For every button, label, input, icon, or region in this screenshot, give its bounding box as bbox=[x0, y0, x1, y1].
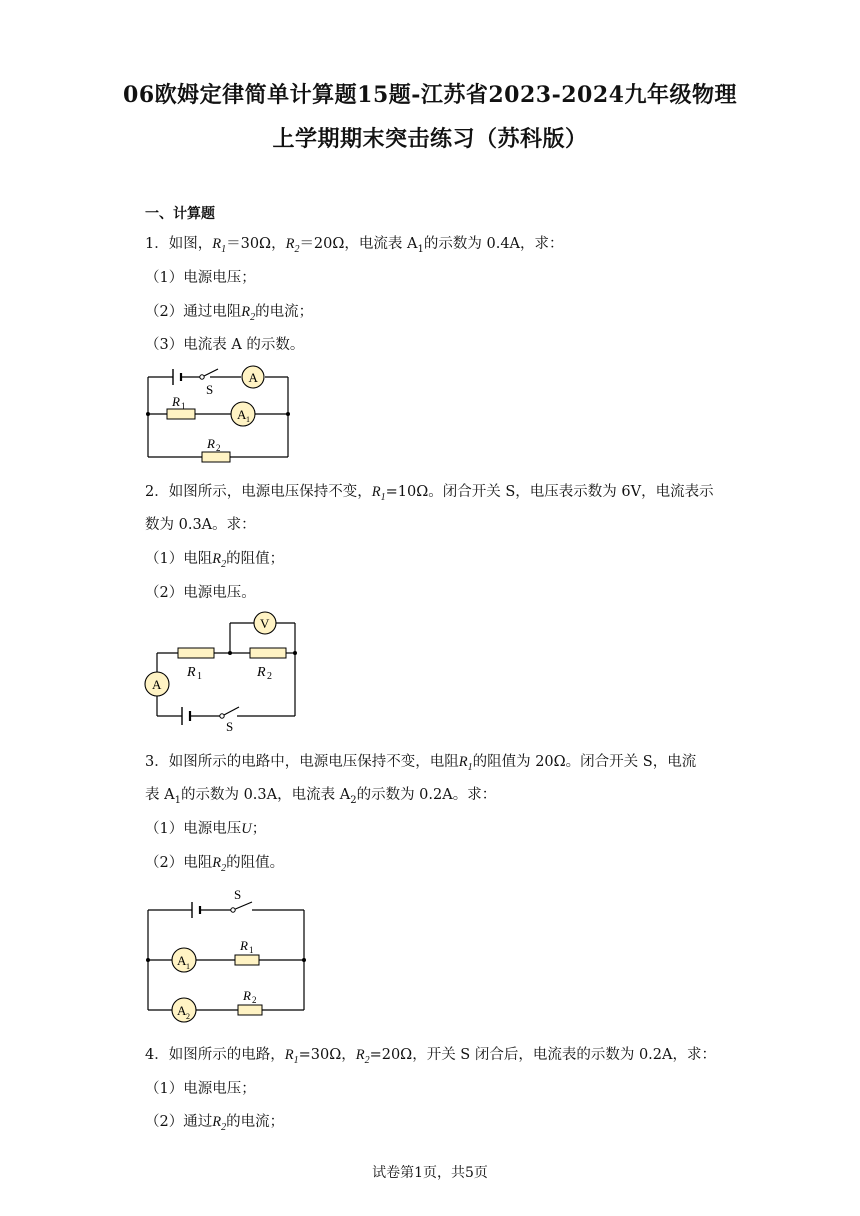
section-heading: 一、计算题 bbox=[145, 206, 215, 222]
svg-text:1: 1 bbox=[249, 945, 254, 955]
q1-switch-icon bbox=[200, 375, 204, 379]
svg-text:R: R bbox=[240, 938, 248, 953]
svg-text:1: 1 bbox=[181, 401, 186, 411]
q3-circuit-diagram bbox=[140, 882, 312, 1024]
svg-text:A: A bbox=[177, 953, 187, 968]
svg-text:R: R bbox=[207, 436, 215, 451]
q2-voltmeter-icon bbox=[254, 612, 276, 634]
q3-sub-2: （2）电阻$R_2$的阻值。 bbox=[145, 855, 285, 874]
svg-text:A: A bbox=[177, 1003, 187, 1018]
svg-text:2: 2 bbox=[186, 1012, 190, 1021]
q3-switch-icon bbox=[231, 908, 235, 912]
svg-text:V: V bbox=[260, 616, 270, 631]
q3-switch-label: S bbox=[234, 887, 242, 902]
svg-text:R: R bbox=[172, 394, 180, 409]
document-title-line-2: 上学期期末突击练习（苏科版） bbox=[272, 126, 588, 152]
svg-text:A: A bbox=[152, 677, 162, 692]
q3-stem-line-2: 表 $A_1$的示数为 0.3A，电流表 $A_2$的示数为 0.2A。求： bbox=[145, 787, 497, 806]
svg-text:2: 2 bbox=[252, 995, 257, 1005]
q2-stem-line-1: 2．如图所示，电源电压保持不变，$R_1=10\Omega$。闭合开关 S，电压表示数为 6V，电流表示 bbox=[145, 484, 714, 503]
svg-text:2: 2 bbox=[216, 443, 221, 453]
q2-battery-icon bbox=[182, 707, 190, 725]
document-title-line-1: 06欧姆定律简单计算题15题-江苏省2023-2024九年级物理 bbox=[123, 82, 737, 108]
q4-sub-2: （2）通过$R_2$的电流； bbox=[145, 1114, 285, 1133]
svg-text:A: A bbox=[248, 370, 258, 385]
q1-sub-2: （2）通过电阻$R_2$的电流； bbox=[145, 304, 314, 323]
q3-resistor-r2-icon bbox=[238, 1005, 262, 1015]
q1-resistor-r2-icon bbox=[202, 452, 230, 462]
q4-stem: 4．如图所示的电路，$R_1=30\Omega$，$R_2=20\Omega$，开关 S 闭合后，电流表的示数为 0.2A，求： bbox=[145, 1047, 716, 1066]
q3-battery-icon bbox=[192, 902, 200, 918]
svg-text:1: 1 bbox=[186, 962, 190, 971]
svg-text:1: 1 bbox=[246, 415, 250, 424]
q1-ammeter-a-icon bbox=[242, 366, 264, 388]
q3-sub-1: （1）电源电压U； bbox=[145, 821, 267, 837]
q1-battery-icon bbox=[173, 369, 181, 385]
q3-ammeter-a1-icon bbox=[172, 948, 196, 972]
svg-text:1: 1 bbox=[197, 671, 202, 682]
q2-switch-label: S bbox=[226, 719, 234, 734]
q2-sub-2: （2）电源电压。 bbox=[145, 585, 256, 601]
q2-switch-icon bbox=[220, 714, 224, 718]
q1-circuit-diagram bbox=[140, 362, 300, 468]
q1-sub-3: （3）电流表 A 的示数。 bbox=[145, 337, 305, 353]
svg-text:2: 2 bbox=[267, 671, 272, 682]
svg-text:R: R bbox=[257, 665, 266, 680]
svg-text:A: A bbox=[237, 407, 247, 422]
q2-resistor-r1-icon bbox=[178, 648, 214, 658]
q1-switch-label: S bbox=[206, 382, 214, 397]
q1-sub-1: （1）电源电压； bbox=[145, 270, 256, 286]
q2-stem-line-2: 数为 0.3A。求： bbox=[145, 517, 256, 533]
q4-sub-1: （1）电源电压； bbox=[145, 1081, 256, 1097]
q3-ammeter-a2-icon bbox=[172, 998, 196, 1022]
q2-circuit-diagram bbox=[140, 606, 305, 734]
page-footer: 试卷第1页，共5页 bbox=[372, 1165, 488, 1181]
q2-resistor-r2-icon bbox=[250, 648, 286, 658]
q2-sub-1: （1）电阻$R_2$的阻值； bbox=[145, 551, 285, 570]
svg-text:R: R bbox=[243, 988, 251, 1003]
q1-ammeter-a1-icon bbox=[231, 402, 255, 426]
q1-stem: 1．如图，$R_1=30\Omega$，$R_2=20\Omega$，电流表 $A_1$的示数为 0.4A，求： bbox=[145, 236, 564, 255]
q3-stem-line-1: 3．如图所示的电路中，电源电压保持不变，电阻$R_1$的阻值为 20Ω。闭合开关 S，电流 bbox=[145, 754, 697, 773]
q2-ammeter-icon bbox=[145, 672, 169, 696]
q3-resistor-r1-icon bbox=[235, 955, 259, 965]
svg-text:R: R bbox=[187, 665, 196, 680]
